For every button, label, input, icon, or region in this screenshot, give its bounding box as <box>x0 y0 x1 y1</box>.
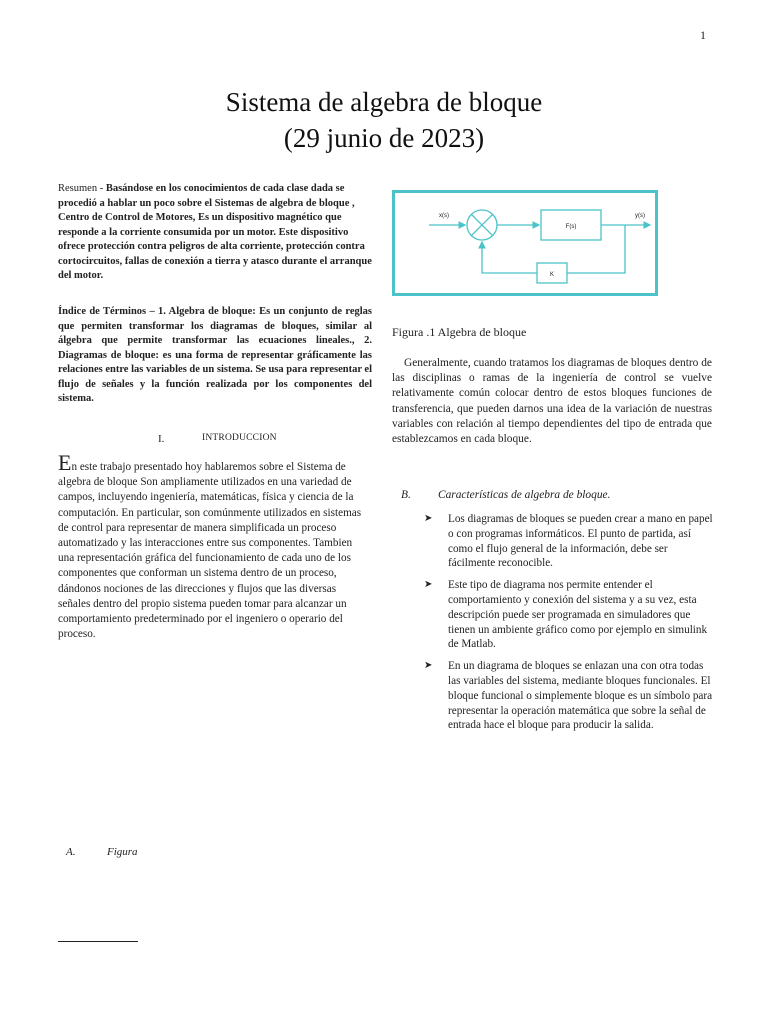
block-diagram-svg <box>395 193 655 293</box>
page-title <box>0 84 768 156</box>
abstract-lead: Resumen - <box>58 183 106 194</box>
page-number: 1 <box>700 28 706 42</box>
block-label: F(s) <box>565 224 577 230</box>
feedback-label: K <box>549 272 555 278</box>
list-item: ➤ Los diagramas de bloques se pueden crear a mano en papel o con programas informáticos. El punto de partida, así como el flujo general de la información, debe ser fácilmente reconocible. <box>424 513 713 570</box>
input-label: x(s) <box>439 213 449 219</box>
list-item: ➤ Este tipo de diagrama nos permite entender el comportamiento y conexión del sistema y a su vez, esta descripción puede ser programada en simuladores que tienen un ambiente gráfico como por ejemplo en simulink de Matlab. <box>424 579 708 651</box>
characteristics-list <box>424 512 714 740</box>
abstract-body: Basándose en los conocimientos de cada clase dada se procedió a hablar un poco sobre el Sistemas de algebra de bloque , Centro de Control de Motores, Es un dispositivo magnético que responde a la corriente consumida por un motor. Este dispositivo ofrece protección contra peligros de alta corriente, protección contra cortocircuitos, fallas de conexión a tierra y atasco durante el arranque del motor. <box>58 183 372 281</box>
arrow-bullet-icon: ➤ <box>424 660 433 672</box>
arrow-bullet-icon: ➤ <box>424 579 433 591</box>
block-diagram-figure <box>392 190 658 296</box>
subsection-a-title: Figura <box>107 846 138 858</box>
output-label: y(s) <box>635 213 645 219</box>
feedback-return-arrow <box>482 242 537 273</box>
arrow-bullet-icon: ➤ <box>424 513 433 524</box>
drop-cap: E <box>58 450 72 475</box>
title-line-1: Sistema de algebra de bloque <box>225 87 543 117</box>
footnote-rule <box>58 941 138 942</box>
section-title: INTRODUCCION <box>202 433 277 443</box>
subsection-b-label: B. <box>401 489 411 501</box>
subsection-b-title: Características de algebra de bloque. <box>438 489 611 501</box>
right-paragraph: Generalmente, cuando tratamos los diagramas de bloques dentro de las disciplinas o ramas de la ingeniería de control se vuelve relativamente común colocar dentro de estos bloques funciones de transferencia, que pueden darnos una idea de la variación de nuestras variables con relación al tiempo dependientes del tipo de entrada que establezcamos en cada bloque. <box>392 357 712 446</box>
introduction-text: n este trabajo presentado hoy hablaremos sobre el Sistema de algebra de bloque Son ampliamente utilizados en una variedad de campos, incluyendo ingeniería, matemáticas, física y ciencia de la computación. En particular, son comúnmente utilizados en sistemas de control para representar de manera simplificada un proceso automatizado y las interacciones entre sus componentes. Tambien una representación gráfica del funcionamiento de cada uno de los componentes que conforman un sistema dentro de un proceso, dándonos nociones de las direcciones y flujos que las diversas señales dentro del propio sistema pueden tomar para alcanzar un comportamiento predeterminado por el ingeniero o operario del proceso. <box>58 461 362 641</box>
subsection-a-label: A. <box>66 846 76 858</box>
section-number: I. <box>158 433 165 445</box>
introduction-paragraph <box>58 450 370 642</box>
list-item: ➤ En un diagrama de bloques se enlazan una con otra todas las variables del sistema, mediante bloques funcionales. El bloque funcional o simplemente bloque es un símbolo para representar la operación matemática que sobre la señal de entrada hace el bloque para producir la salida. <box>424 660 713 732</box>
figure-caption: Figura .1 Algebra de bloque <box>392 325 527 339</box>
abstract <box>58 182 372 284</box>
title-line-2: (29 junio de 2023) <box>283 123 485 153</box>
index-terms: Índice de Términos – 1. Algebra de bloque: Es un conjunto de reglas que permiten transformar los diagramas de bloques, similar al álgebra que permite transformar las ecuaciones lineales., 2. Diagramas de bloque: es una forma de representar gráficamente las relaciones entre las variables de un sistema. Se usa para representar el flujo de señales y la función realizada por los componentes del sistema. <box>58 306 373 404</box>
